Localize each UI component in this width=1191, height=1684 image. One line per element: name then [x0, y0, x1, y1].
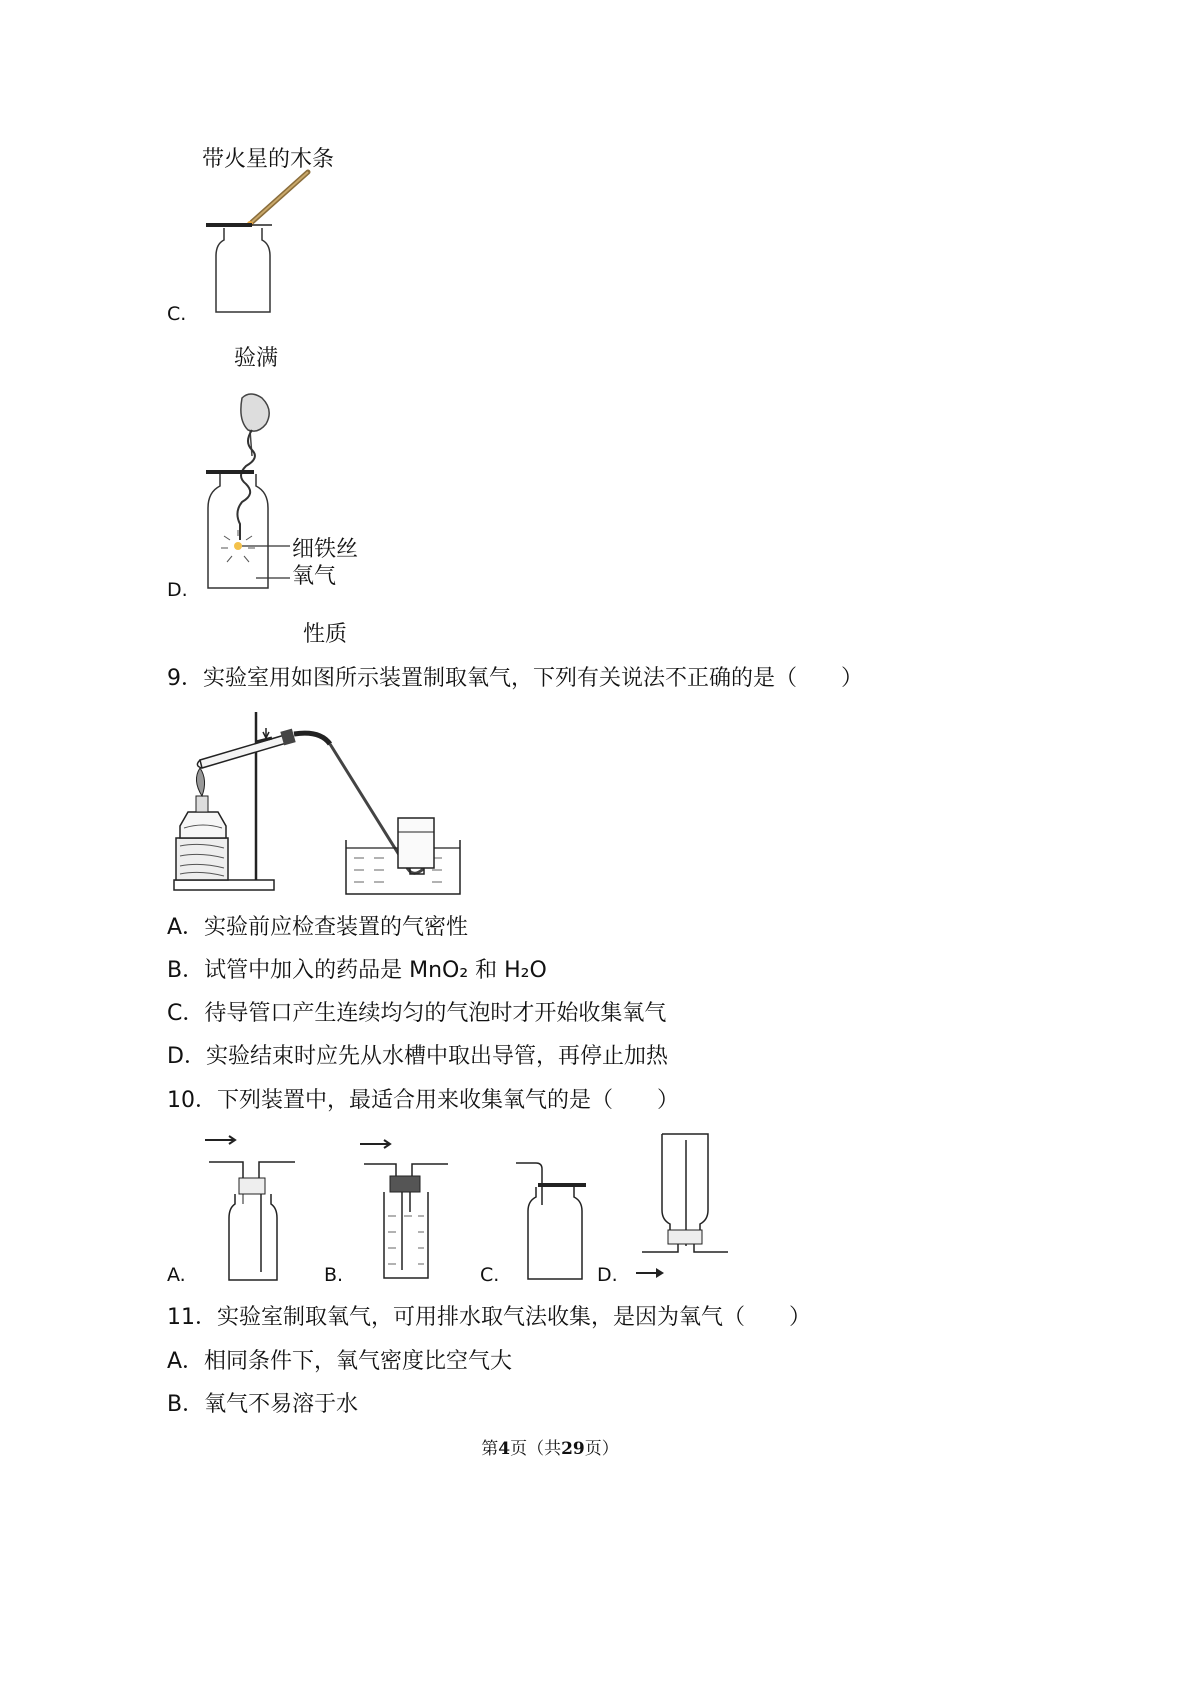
question-9-option-c: C．待导管口产生连续均匀的气泡时才开始收集氧气 — [167, 1001, 667, 1026]
caption-xingzhi: 性质 — [303, 622, 348, 647]
oxygen-label: 氧气 — [292, 564, 337, 589]
page-footer — [0, 1434, 1100, 1459]
gas-bottle-c — [512, 1155, 592, 1285]
caption-yanman: 验满 — [234, 346, 279, 371]
q10-label-d: D. — [597, 1264, 618, 1286]
footer-page-number: 4 — [498, 1439, 511, 1459]
stick-label: 带火星的木条 — [202, 147, 335, 172]
oxygen-preparation-apparatus — [170, 708, 470, 898]
iron-wire-burning-figure — [200, 390, 370, 600]
question-11-option-b: B．氧气不易溶于水 — [167, 1392, 359, 1417]
option-c-label: C. — [167, 303, 187, 325]
q10-label-a: A. — [167, 1264, 186, 1286]
wire-label: 细铁丝 — [292, 537, 359, 562]
arrow-right-icon — [636, 1266, 666, 1280]
gas-bottle-b — [360, 1132, 460, 1287]
footer-prefix: 第 — [481, 1439, 499, 1459]
question-9-option-a: A．实验前应检查装置的气密性 — [167, 915, 469, 940]
question-10-stem: 10．下列装置中，最适合用来收集氧气的是（ ） — [167, 1088, 679, 1113]
question-9-option-b: B．试管中加入的药品是 MnO₂ 和 H₂O — [167, 958, 547, 983]
q10-label-b: B. — [324, 1264, 344, 1286]
footer-mid: 页（共 — [510, 1439, 562, 1459]
q10-label-c: C. — [480, 1264, 500, 1286]
footer-total-pages: 29 — [561, 1439, 585, 1459]
question-9-option-d: D．实验结束时应先从水槽中取出导管，再停止加热 — [167, 1044, 668, 1069]
gas-bottle-a — [205, 1132, 305, 1287]
footer-suffix: 页） — [584, 1439, 619, 1459]
collection-bottle-test-figure — [200, 170, 340, 330]
option-d-label: D. — [167, 579, 188, 601]
question-11-stem: 11．实验室制取氧气，可用排水取气法收集，是因为氧气（ ） — [167, 1305, 811, 1330]
question-11-option-a: A．相同条件下，氧气密度比空气大 — [167, 1349, 513, 1374]
question-9-stem: 9．实验室用如图所示装置制取氧气，下列有关说法不正确的是（ ） — [167, 666, 863, 691]
